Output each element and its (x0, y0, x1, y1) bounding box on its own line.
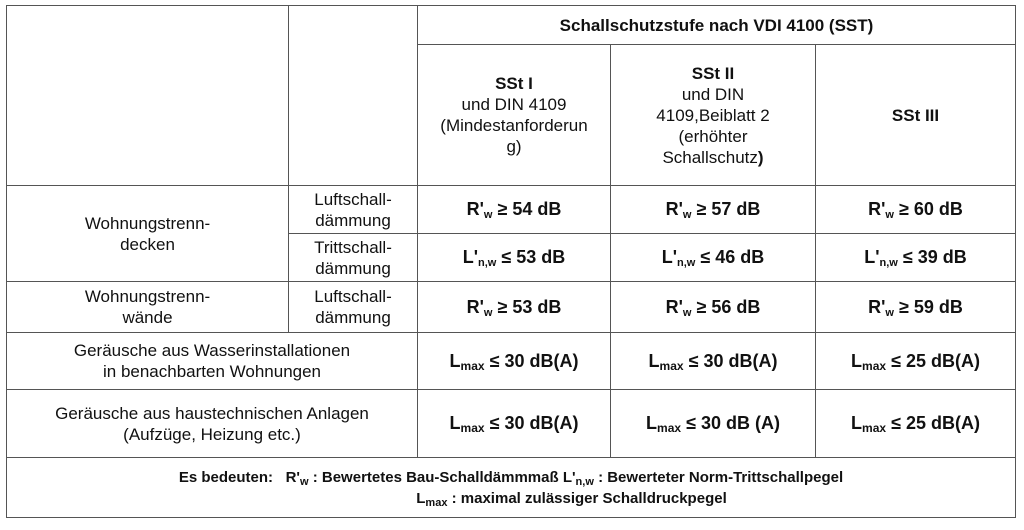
value-waende-sst2 (611, 282, 816, 333)
header-sst3: SSt III (816, 45, 1016, 186)
label-wasser-line1: Geräusche aus Wasserinstallationen (73, 341, 351, 360)
sst2-title: SSt II (691, 63, 735, 83)
value: ≤ 53 dB (501, 247, 566, 267)
value: ≤ 30 dB(A) (489, 350, 579, 371)
type-decken-luft (289, 186, 418, 234)
row-haustechnik (7, 390, 1016, 458)
sst2-line4 (615, 147, 811, 168)
type-decken-tritt (289, 234, 418, 282)
header-sst1 (418, 45, 611, 186)
sym-sub: w (885, 306, 894, 319)
legend-l-desc: : Bewerteter Norm-Trittschallpegel (598, 468, 844, 486)
value-decken-tritt-sst3 (816, 234, 1016, 282)
value-haustechnik-sst2 (611, 390, 816, 458)
sym: R' (868, 296, 886, 317)
sym-sub: max (657, 421, 682, 435)
value-wasser-sst3 (816, 333, 1016, 390)
value: ≤ 46 dB (700, 247, 765, 267)
value: ≤ 30 dB (A) (686, 413, 780, 433)
value-decken-tritt-sst1 (418, 234, 611, 282)
label-waende (7, 282, 289, 333)
sym: L (648, 350, 660, 371)
label-decken-line1: Wohnungstrenn- (84, 213, 211, 233)
value: ≥ 57 dB (696, 199, 761, 219)
header-empty-type (289, 6, 418, 186)
type-waende-line1: Luftschall- (314, 287, 392, 306)
value-haustechnik-sst3 (816, 390, 1016, 458)
row-waende (7, 282, 1016, 333)
label-waende-line2: wände (122, 308, 173, 327)
sym-sub: max (862, 421, 887, 435)
sym-sub: w (483, 209, 493, 221)
value-decken-luft-sst3 (816, 186, 1016, 234)
label-decken-line2: decken (120, 234, 175, 254)
sym: R' (665, 296, 683, 317)
type-decken-tritt-line2: dämmung (315, 258, 391, 278)
legend-prefix: Es bedeuten: (178, 468, 274, 486)
sym-sub: max (460, 358, 485, 373)
sst1-line1: und DIN 4109 (461, 95, 567, 114)
sym-sub: max (460, 421, 485, 435)
type-decken-luft-line1: Luftschall- (314, 189, 392, 209)
header-group-title: Schallschutzstufe nach VDI 4100 (SST) (418, 6, 1016, 45)
value-wasser-sst2 (611, 333, 816, 390)
label-wasser (7, 333, 418, 390)
sst2-line3: (erhöhter (678, 126, 748, 146)
value-decken-luft-sst1 (418, 186, 611, 234)
sym-sub: n,w (879, 257, 898, 269)
value: ≥ 54 dB (497, 199, 562, 219)
value-waende-sst3 (816, 282, 1016, 333)
sym-sub: max (862, 358, 887, 373)
value-haustechnik-sst1 (418, 390, 611, 458)
value: ≤ 30 dB(A) (688, 350, 778, 371)
value-wasser-sst1 (418, 333, 611, 390)
legend-r-desc: : Bewertetes Bau-Schalldämmmaß (312, 468, 559, 486)
sym: L (851, 350, 863, 371)
legend-line1 (11, 467, 1011, 488)
sym-sub: n,w (677, 257, 696, 269)
sym: R' (466, 296, 484, 317)
sym-sub: w (682, 306, 692, 319)
legend-l-sub: n,w (575, 475, 594, 488)
sst2-line4-text: Schallschutz (662, 147, 758, 167)
sym-sub: max (659, 358, 684, 373)
legend-l-sym: L' (562, 468, 576, 486)
value-waende-sst1 (418, 282, 611, 333)
type-waende-luft (289, 282, 418, 333)
sound-insulation-table (6, 5, 1016, 518)
sst1-line3: g) (506, 137, 522, 156)
value: ≥ 56 dB (696, 296, 761, 317)
sym: R' (868, 199, 886, 219)
value-decken-tritt-sst2 (611, 234, 816, 282)
value: ≥ 53 dB (497, 296, 562, 317)
label-haustechnik (7, 390, 418, 458)
legend-r-sym: R' (285, 468, 300, 486)
value-decken-luft-sst2 (611, 186, 816, 234)
type-waende-line2: dämmung (315, 308, 391, 327)
sym: R' (466, 199, 484, 219)
label-waende-line1: Wohnungstrenn- (84, 287, 211, 306)
row-legend (7, 458, 1016, 518)
sym: L (449, 350, 461, 371)
type-decken-tritt-line1: Trittschall- (314, 237, 392, 257)
sym-sub: w (885, 209, 894, 221)
sym-sub: n,w (478, 257, 497, 269)
sym: L (646, 413, 658, 433)
header-row-1 (7, 6, 1016, 45)
sym: L (851, 413, 863, 433)
row-wasser (7, 333, 1016, 390)
value: ≥ 59 dB (898, 296, 963, 317)
sym-sub: w (682, 209, 692, 221)
sst1-line2: (Mindestanforderun (440, 116, 588, 135)
sst2-line4-paren: ) (757, 147, 764, 167)
row-decken-luft (7, 186, 1016, 234)
value: ≥ 60 dB (898, 199, 963, 219)
label-decken (7, 186, 289, 282)
legend-lmax-sub: max (425, 496, 448, 509)
sst2-line1: und DIN (681, 84, 745, 104)
sym: L (449, 413, 461, 433)
legend-lmax-sym: L (416, 489, 426, 507)
header-empty-label (7, 6, 289, 186)
value: ≤ 25 dB(A) (891, 413, 980, 433)
sym: R' (665, 199, 683, 219)
sym: L' (462, 247, 478, 267)
label-haustechnik-line2: (Aufzüge, Heizung etc.) (123, 424, 301, 444)
legend-r-sub: w (299, 475, 309, 488)
legend (7, 458, 1016, 518)
label-wasser-line2: in benachbarten Wohnungen (102, 362, 322, 381)
value: ≤ 30 dB(A) (489, 413, 579, 433)
legend-lmax-desc: : maximal zulässiger Schalldruckpegel (451, 489, 727, 507)
sym: L' (661, 247, 677, 267)
sst1-title: SSt I (495, 74, 533, 93)
value: ≤ 25 dB(A) (891, 350, 980, 371)
sym-sub: w (483, 306, 493, 319)
sym: L' (864, 247, 880, 267)
header-sst2 (611, 45, 816, 186)
legend-line2 (11, 488, 1011, 509)
value: ≤ 39 dB (902, 247, 967, 267)
label-haustechnik-line1: Geräusche aus haustechnischen Anlagen (55, 403, 369, 423)
sst2-line2: 4109,Beiblatt 2 (656, 105, 770, 125)
type-decken-luft-line2: dämmung (315, 210, 391, 230)
